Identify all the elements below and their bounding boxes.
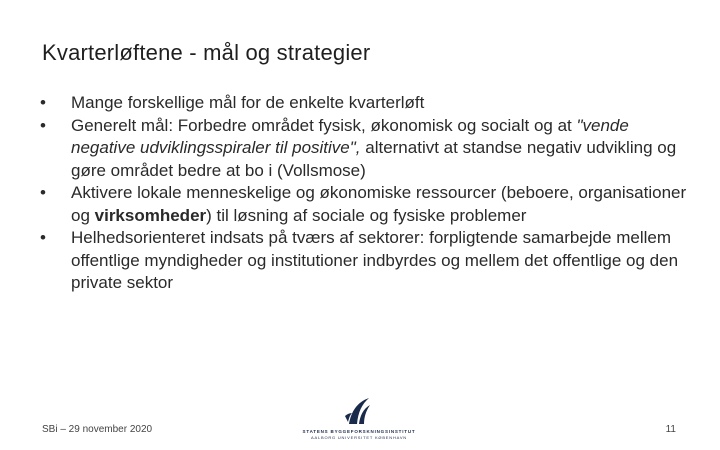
sbi-logo-icon [343, 396, 375, 426]
bullet-text: Aktivere lokale menneskelige og økonomiske ressourcer (beboere, organisationer og [71, 183, 687, 225]
bullet-item [40, 182, 690, 227]
logo-text-line1: STATENS BYGGEFORSKNINGSINSTITUT [302, 429, 416, 434]
bullet-text: Helhedsorienteret indsats på tværs af sektorer: forpligtende samarbejde mellem offentlige myndigheder og institutioner indbyrdes og mellem det offentlige og den private sektor [71, 228, 679, 292]
footer-date: SBi – 29 november 2020 [42, 424, 153, 435]
bullet-text: alternativt at standse negativ udvikling og gøre området bedre at bo i (Vollsmose) [71, 138, 677, 180]
sbi-logo [298, 396, 420, 442]
bullet-text: Mange forskellige mål for de enkelte kvarterløft [71, 93, 425, 112]
bullet-text: Generelt mål: Forbedre området fysisk, økonomisk og socialt og at [71, 115, 577, 135]
bullet-marker: • [40, 93, 46, 112]
bullet-text-italic: "vende negative udviklingsspiraler til positive", [71, 115, 629, 157]
bullet-item [40, 227, 690, 295]
bullet-marker: • [40, 115, 46, 135]
logo-text-line2: AALBORG UNIVERSITET KØBENHAVN [311, 435, 407, 440]
bullet-item [40, 115, 690, 183]
bullet-list [40, 92, 690, 295]
bullet-item [40, 92, 690, 115]
bullet-marker: • [40, 183, 46, 202]
bullet-marker: • [40, 228, 46, 247]
page-number: 11 [665, 424, 676, 435]
bullet-text-bold: virksomheder [94, 205, 207, 225]
bullet-text: ) til løsning af sociale og fysiske problemer [206, 205, 527, 225]
slide-title: Kvarterløftene - mål og strategier [42, 40, 371, 65]
